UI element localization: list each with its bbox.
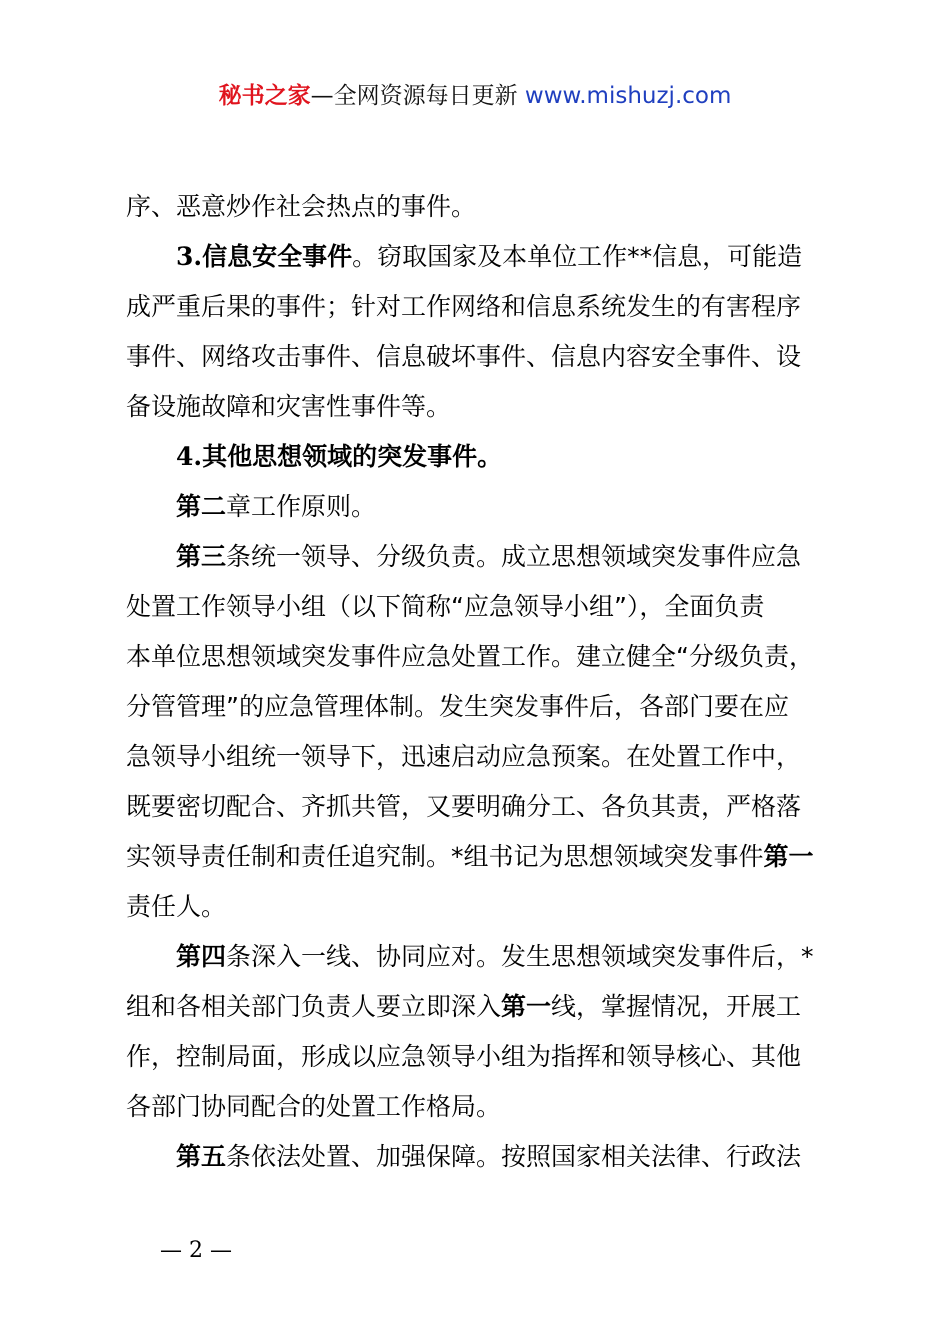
text-span: 实领导责任制和责任追究制。*组书记为思想领域突发事件 (126, 842, 764, 871)
article-number: 第四 (176, 942, 227, 971)
item-number: 3. (176, 242, 203, 271)
text-line (126, 982, 836, 1032)
text-line (126, 682, 836, 732)
text-span: 各部门协同配合的处置工作格局。 (126, 1092, 502, 1121)
text-span: 既要密切配合、齐抓共管，又要明确分工、各负其责，严格落 (126, 792, 802, 821)
paragraph-info-security (126, 232, 836, 282)
article-3 (126, 532, 836, 582)
text-line (126, 782, 836, 832)
bold-span: 第一 (501, 992, 552, 1021)
text-span: 急领导小组统一领导下，迅速启动应急预案。在处置工作中， (126, 742, 802, 771)
text-span: 。窃取国家及本单位工作**信息，可能造 (352, 242, 803, 271)
article-5 (126, 1132, 836, 1182)
header-tagline: —全网资源每日更新 (310, 83, 518, 109)
item-number: 4. (176, 442, 203, 471)
text-line (126, 882, 836, 932)
paragraph-other-events (126, 432, 836, 482)
header-brand: 秘书之家 (218, 83, 311, 109)
text-span: 事件、网络攻击事件、信息破坏事件、信息内容安全事件、设 (126, 342, 802, 371)
text-span: 处置工作领导小组（以下简称“应急领导小组”），全面负责 (126, 592, 765, 621)
article-number: 第三 (176, 542, 227, 571)
text-line (126, 332, 836, 382)
text-span: 章工作原则。 (226, 492, 377, 521)
text-line (126, 282, 836, 332)
article-number: 第五 (176, 1142, 227, 1171)
page-header (0, 80, 950, 112)
text-span: 成严重后果的事件；针对工作网络和信息系统发生的有害程序 (126, 292, 802, 321)
text-line (126, 582, 836, 632)
text-span: 责任人。 (126, 892, 227, 921)
text-line (126, 1032, 836, 1082)
item-heading: 其他思想领域的突发事件。 (202, 442, 503, 471)
text-line (126, 832, 836, 882)
chapter-number: 第二 (176, 492, 227, 521)
chapter-heading (126, 482, 836, 532)
header-url[interactable]: www.mishuzj.com (517, 83, 732, 109)
bold-span: 第一 (763, 842, 814, 871)
body-text (126, 182, 836, 1182)
text-span: 分管管理”的应急管理体制。发生突发事件后，各部门要在应 (126, 692, 789, 721)
text-line (126, 382, 836, 432)
text-span: 备设施故障和灾害性事件等。 (126, 392, 452, 421)
item-heading: 信息安全事件 (202, 242, 353, 271)
text-span: 条深入一线、协同应对。发生思想领域突发事件后，* (226, 942, 814, 971)
text-span: 序、恶意炒作社会热点的事件。 (126, 192, 477, 221)
text-span: 作，控制局面，形成以应急领导小组为指挥和领导核心、其他 (126, 1042, 802, 1071)
text-line (126, 632, 836, 682)
text-span: 线，掌握情况，开展工 (551, 992, 802, 1021)
text-line (126, 1082, 836, 1132)
article-4 (126, 932, 836, 982)
text-line (126, 732, 836, 782)
text-span: 组和各相关部门负责人要立即深入 (126, 992, 502, 1021)
text-span: 条统一领导、分级负责。成立思想领域突发事件应急 (226, 542, 802, 571)
text-line (126, 182, 836, 232)
page-number: — 2 — (160, 1238, 232, 1263)
text-span: 本单位思想领域突发事件应急处置工作。建立健全“分级负责， (126, 642, 814, 671)
text-span: 条依法处置、加强保障。按照国家相关法律、行政法 (226, 1142, 802, 1171)
